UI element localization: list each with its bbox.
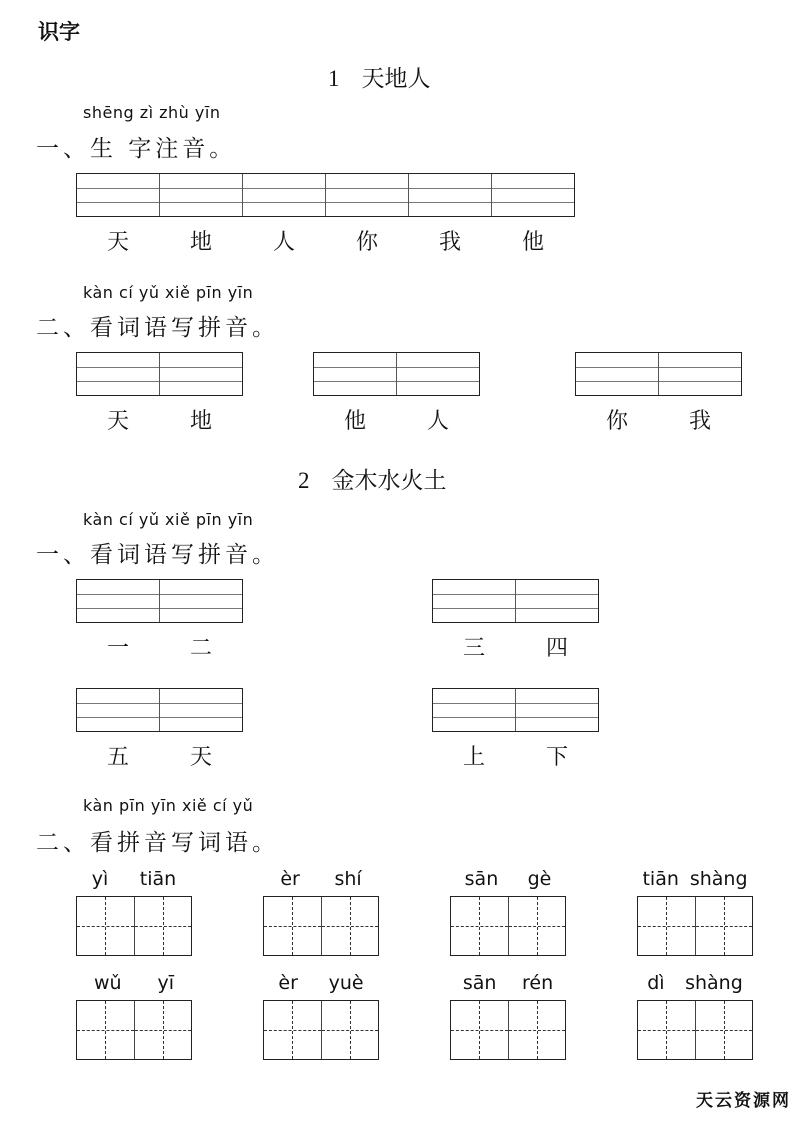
- guide-line: [77, 717, 159, 718]
- pinyin-syllable: rén: [522, 972, 554, 994]
- guide-line: [516, 717, 598, 718]
- lesson-number: 1: [328, 66, 340, 91]
- guide-line: [160, 188, 242, 189]
- guide-line: [433, 608, 515, 609]
- guide-line: [77, 381, 159, 382]
- tianzige-grid[interactable]: [637, 896, 753, 956]
- tianzige-cell[interactable]: [451, 1001, 508, 1059]
- guide-line: [243, 188, 325, 189]
- pinyin-prompt: [450, 868, 566, 890]
- character-label: 他: [343, 408, 366, 433]
- guide-line: [160, 367, 242, 368]
- pinyin-syllable: dì: [647, 972, 665, 994]
- pinyin-writing-grid[interactable]: [76, 173, 575, 217]
- pinyin-writing-grid[interactable]: [432, 688, 599, 732]
- tianzige-cell[interactable]: [508, 897, 566, 955]
- lesson-2-title: [298, 462, 447, 495]
- tianzige-grid[interactable]: [450, 896, 566, 956]
- guide-line: [516, 608, 598, 609]
- tianzige-grid[interactable]: [450, 1000, 566, 1060]
- tianzige-cell[interactable]: [134, 1001, 192, 1059]
- character-label: 上: [462, 744, 485, 769]
- guide-line: [77, 367, 159, 368]
- character-label: 五: [106, 744, 129, 769]
- pinyin-writing-grid[interactable]: [313, 352, 480, 396]
- tianzige-cell[interactable]: [264, 1001, 321, 1059]
- pinyin-syllable: gè: [527, 868, 552, 890]
- pinyin-prompt: [76, 972, 192, 994]
- pinyin-syllable: tiān: [642, 868, 679, 890]
- pinyin-writing-grid[interactable]: [76, 352, 243, 396]
- tianzige-grid[interactable]: [263, 1000, 379, 1060]
- guide-line: [397, 367, 479, 368]
- guide-line: [77, 188, 159, 189]
- guide-line: [160, 202, 242, 203]
- tianzige-grid[interactable]: [263, 896, 379, 956]
- pinyin-syllable: yuè: [328, 972, 364, 994]
- pinyin-instruction: kàn cí yǔ xiě pīn yīn: [83, 283, 254, 302]
- pinyin-syllable: sān: [462, 972, 497, 994]
- pinyin-prompt: [263, 868, 379, 890]
- pinyin-cell[interactable]: [576, 353, 658, 395]
- pinyin-cell[interactable]: [515, 580, 598, 622]
- character-label: 一: [106, 635, 129, 660]
- pinyin-syllable: shí: [334, 868, 362, 890]
- character-label: 下: [545, 744, 568, 769]
- guide-line: [314, 367, 396, 368]
- pinyin-writing-grid[interactable]: [432, 579, 599, 623]
- character-label: 天: [189, 744, 212, 769]
- pinyin-cell[interactable]: [159, 580, 242, 622]
- pinyin-cell[interactable]: [314, 353, 396, 395]
- pinyin-syllable: yì: [91, 868, 109, 890]
- pinyin-syllable: yī: [157, 972, 175, 994]
- pinyin-writing-grid[interactable]: [575, 352, 742, 396]
- guide-line: [326, 202, 408, 203]
- guide-line: [659, 367, 741, 368]
- guide-line: [77, 608, 159, 609]
- pinyin-syllable: wǔ: [93, 972, 122, 994]
- lesson-1-title: [328, 60, 431, 93]
- guide-line: [576, 367, 658, 368]
- pinyin-cell[interactable]: [396, 353, 479, 395]
- pinyin-instruction: kàn cí yǔ xiě pīn yīn: [83, 510, 254, 529]
- pinyin-prompt: [76, 868, 192, 890]
- pinyin-writing-grid[interactable]: [76, 688, 243, 732]
- tianzige-cell[interactable]: [638, 1001, 695, 1059]
- character-label: 地: [189, 408, 212, 433]
- character-label: 二: [189, 635, 212, 660]
- tianzige-cell[interactable]: [77, 897, 134, 955]
- pinyin-cell[interactable]: [408, 174, 491, 216]
- character-label: 三: [462, 635, 485, 660]
- guide-line: [433, 717, 515, 718]
- pinyin-cell[interactable]: [159, 174, 242, 216]
- section-heading: 二、看拼音写词语。: [36, 830, 279, 856]
- guide-line: [516, 594, 598, 595]
- tianzige-cell[interactable]: [77, 1001, 134, 1059]
- pinyin-cell[interactable]: [159, 689, 242, 731]
- pinyin-cell[interactable]: [77, 174, 159, 216]
- tianzige-cell[interactable]: [321, 1001, 379, 1059]
- pinyin-prompt: [263, 972, 379, 994]
- pinyin-cell[interactable]: [242, 174, 325, 216]
- pinyin-instruction: kàn pīn yīn xiě cí yǔ: [83, 796, 254, 815]
- unit-title: 识字: [38, 20, 80, 44]
- pinyin-cell[interactable]: [491, 174, 574, 216]
- character-label: 地: [189, 229, 212, 254]
- pinyin-cell[interactable]: [433, 580, 515, 622]
- guide-line: [576, 381, 658, 382]
- tianzige-cell[interactable]: [695, 897, 753, 955]
- character-label: 天: [106, 229, 129, 254]
- pinyin-instruction: shēng zì zhù yīn: [83, 103, 221, 122]
- pinyin-cell[interactable]: [77, 580, 159, 622]
- pinyin-syllable: shàng: [685, 972, 743, 994]
- section-heading: 一、看词语写拼音。: [36, 542, 279, 568]
- guide-line: [492, 202, 574, 203]
- guide-line: [160, 594, 242, 595]
- tianzige-grid[interactable]: [76, 896, 192, 956]
- guide-line: [160, 608, 242, 609]
- guide-line: [160, 703, 242, 704]
- tianzige-cell[interactable]: [695, 1001, 753, 1059]
- pinyin-syllable: èr: [278, 972, 298, 994]
- section-heading: 二、看词语写拼音。: [36, 315, 279, 341]
- character-label: 我: [438, 229, 461, 254]
- section-heading: 一、生 字注音。: [36, 136, 237, 162]
- tianzige-cell[interactable]: [134, 897, 192, 955]
- guide-line: [160, 717, 242, 718]
- guide-line: [433, 594, 515, 595]
- character-label: 天: [106, 408, 129, 433]
- tianzige-cell[interactable]: [321, 897, 379, 955]
- tianzige-cell[interactable]: [264, 897, 321, 955]
- guide-line: [160, 381, 242, 382]
- pinyin-cell[interactable]: [77, 689, 159, 731]
- guide-line: [516, 703, 598, 704]
- guide-line: [492, 188, 574, 189]
- pinyin-syllable: shàng: [689, 868, 748, 890]
- character-label: 四: [545, 635, 568, 660]
- guide-line: [409, 202, 491, 203]
- guide-line: [243, 202, 325, 203]
- lesson-number: 2: [298, 468, 310, 493]
- guide-line: [397, 381, 479, 382]
- guide-line: [77, 202, 159, 203]
- guide-line: [326, 188, 408, 189]
- character-label: 人: [272, 229, 295, 254]
- guide-line: [659, 381, 741, 382]
- character-label: 人: [426, 408, 449, 433]
- lesson-name: 天地人: [361, 66, 431, 92]
- character-label: 你: [355, 229, 378, 254]
- pinyin-cell[interactable]: [515, 689, 598, 731]
- lesson-name: 金木水火土: [331, 468, 447, 494]
- pinyin-syllable: sān: [464, 868, 499, 890]
- pinyin-cell[interactable]: [159, 353, 242, 395]
- guide-line: [77, 594, 159, 595]
- pinyin-prompt: [637, 868, 753, 890]
- pinyin-prompt: [450, 972, 566, 994]
- tianzige-cell[interactable]: [451, 897, 508, 955]
- pinyin-cell[interactable]: [433, 689, 515, 731]
- tianzige-cell[interactable]: [638, 897, 695, 955]
- pinyin-syllable: tiān: [139, 868, 177, 890]
- character-label: 我: [688, 408, 711, 433]
- guide-line: [77, 703, 159, 704]
- guide-line: [433, 703, 515, 704]
- guide-line: [314, 381, 396, 382]
- character-label: 他: [521, 229, 544, 254]
- pinyin-cell[interactable]: [658, 353, 741, 395]
- watermark: 天云资源网: [696, 1091, 791, 1111]
- tianzige-grid[interactable]: [637, 1000, 753, 1060]
- pinyin-syllable: èr: [280, 868, 300, 890]
- guide-line: [409, 188, 491, 189]
- pinyin-writing-grid[interactable]: [76, 579, 243, 623]
- pinyin-cell[interactable]: [77, 353, 159, 395]
- pinyin-prompt: [637, 972, 753, 994]
- pinyin-cell[interactable]: [325, 174, 408, 216]
- character-label: 你: [605, 408, 628, 433]
- tianzige-cell[interactable]: [508, 1001, 566, 1059]
- tianzige-grid[interactable]: [76, 1000, 192, 1060]
